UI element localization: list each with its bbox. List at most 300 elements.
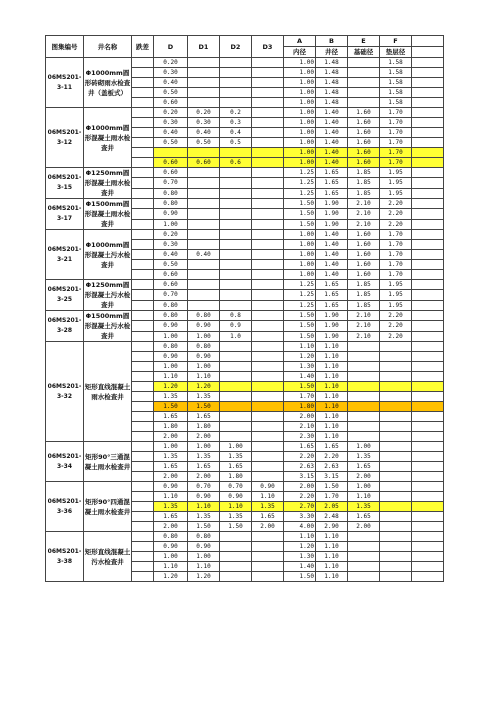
d3-cell <box>252 230 284 240</box>
well-diameter-cell: 1.10 <box>316 412 348 422</box>
blank-cell <box>412 240 444 250</box>
depth-cell <box>132 158 154 168</box>
d-cell: 0.90 <box>154 482 188 492</box>
depth-cell <box>132 452 154 462</box>
d2-cell: 1.10 <box>220 502 252 512</box>
d2-cell <box>220 432 252 442</box>
cushion-diameter-cell <box>380 452 412 462</box>
cushion-diameter-cell: 1.95 <box>380 290 412 300</box>
d1-cell: 0.40 <box>188 128 220 138</box>
cushion-diameter-cell: 1.58 <box>380 78 412 88</box>
cushion-diameter-cell <box>380 502 412 512</box>
base-diameter-cell <box>348 412 380 422</box>
d3-cell <box>252 422 284 432</box>
d3-cell <box>252 321 284 331</box>
d2-cell <box>220 230 252 240</box>
well-name: Φ1500mm圆形混凝土雨水检查井 <box>84 200 131 228</box>
inner-diameter-cell: 1.50 <box>284 219 316 229</box>
d-cell: 0.80 <box>154 532 188 542</box>
cushion-diameter-cell <box>380 512 412 522</box>
cushion-diameter-cell <box>380 532 412 542</box>
blank-cell <box>412 422 444 432</box>
drawing-code: 06MS201-3-34 <box>46 442 84 482</box>
cushion-diameter-cell <box>380 412 412 422</box>
well-diameter-cell: 1.10 <box>316 422 348 432</box>
inner-diameter-cell: 1.25 <box>284 168 316 178</box>
cushion-diameter-cell <box>380 382 412 392</box>
base-diameter-cell: 2.10 <box>348 311 380 321</box>
well-diameter-cell: 1.65 <box>316 290 348 300</box>
inner-diameter-cell: 1.00 <box>284 78 316 88</box>
d-cell: 1.80 <box>154 422 188 432</box>
d3-cell <box>252 98 284 108</box>
d3-cell <box>252 138 284 148</box>
blank-cell <box>412 342 444 352</box>
column-letter-blank <box>412 36 444 47</box>
well-diameter-cell: 1.48 <box>316 98 348 108</box>
d1-cell <box>188 219 220 229</box>
well-diameter-cell: 3.15 <box>316 472 348 482</box>
base-diameter-cell: 1.60 <box>348 270 380 280</box>
cushion-diameter-cell <box>380 482 412 492</box>
d-cell: 0.50 <box>154 88 188 98</box>
d2-cell <box>220 422 252 432</box>
blank-cell <box>412 482 444 492</box>
inner-diameter-cell: 1.00 <box>284 58 316 68</box>
d-cell: 0.60 <box>154 280 188 290</box>
blank-cell <box>412 402 444 412</box>
well-name: 矩形直线混凝土雨水检查井 <box>84 342 132 442</box>
blank-cell <box>412 392 444 402</box>
d3-cell <box>252 362 284 372</box>
inner-diameter-cell: 1.00 <box>284 98 316 108</box>
depth-cell <box>132 209 154 219</box>
d-cell: 1.35 <box>154 452 188 462</box>
base-diameter-cell: 1.85 <box>348 168 380 178</box>
depth-cell <box>132 311 154 321</box>
d3-cell <box>252 219 284 229</box>
base-diameter-cell: 1.60 <box>348 128 380 138</box>
blank-cell <box>412 300 444 310</box>
well-diameter-cell: 1.90 <box>316 199 348 209</box>
d-cell: 1.00 <box>154 442 188 452</box>
well-diameter-cell: 1.70 <box>316 492 348 502</box>
d2-cell <box>220 342 252 352</box>
inner-diameter-cell: 2.63 <box>284 462 316 472</box>
inner-diameter-cell: 1.80 <box>284 402 316 412</box>
d1-cell: 2.00 <box>188 432 220 442</box>
d2-cell <box>220 88 252 98</box>
base-diameter-cell <box>348 78 380 88</box>
d-cell: 0.60 <box>154 98 188 108</box>
depth-cell <box>132 392 154 402</box>
d3-cell <box>252 412 284 422</box>
inner-diameter-cell: 2.20 <box>284 492 316 502</box>
d3-cell <box>252 209 284 219</box>
cushion-diameter-cell <box>380 432 412 442</box>
d2-cell <box>220 240 252 250</box>
d-cell: 0.80 <box>154 300 188 310</box>
depth-cell <box>132 402 154 412</box>
base-diameter-cell <box>348 372 380 382</box>
well-name: 矩形90°四通混凝土雨水检查井 <box>84 482 132 532</box>
well-diameter-cell: 1.10 <box>316 532 348 542</box>
well-diameter-cell: 1.10 <box>316 392 348 402</box>
depth-cell <box>132 482 154 492</box>
blank-cell <box>412 78 444 88</box>
base-diameter-cell: 1.85 <box>348 300 380 310</box>
cushion-diameter-cell: 1.95 <box>380 300 412 310</box>
table-row <box>46 58 444 68</box>
blank-cell <box>412 118 444 128</box>
blank-cell <box>412 58 444 68</box>
d3-cell: 1.10 <box>252 492 284 502</box>
table-row <box>46 168 444 178</box>
inner-diameter-cell: 1.70 <box>284 392 316 402</box>
table-row <box>46 280 444 290</box>
d3-cell <box>252 432 284 442</box>
d1-cell: 1.00 <box>188 331 220 341</box>
d-cell: 1.10 <box>154 372 188 382</box>
inner-diameter-cell: 2.10 <box>284 422 316 432</box>
depth-cell <box>132 522 154 532</box>
well-diameter-cell: 1.50 <box>316 482 348 492</box>
inner-diameter-cell: 1.50 <box>284 331 316 341</box>
well-diameter-cell: 1.90 <box>316 219 348 229</box>
base-diameter-cell: 1.60 <box>348 250 380 260</box>
cushion-diameter-cell: 1.70 <box>380 158 412 168</box>
d2-cell <box>220 402 252 412</box>
base-diameter-cell <box>348 562 380 572</box>
d3-cell <box>252 68 284 78</box>
depth-cell <box>132 532 154 542</box>
base-diameter-cell: 1.85 <box>348 188 380 198</box>
cushion-diameter-cell <box>380 552 412 562</box>
d-cell: 0.30 <box>154 240 188 250</box>
blank-cell <box>412 562 444 572</box>
header-d3: D3 <box>252 36 284 58</box>
cushion-diameter-cell: 1.95 <box>380 188 412 198</box>
depth-cell <box>132 148 154 158</box>
d1-cell: 0.90 <box>188 542 220 552</box>
inner-diameter-cell: 1.00 <box>284 270 316 280</box>
d-cell: 2.00 <box>154 472 188 482</box>
d3-cell: 0.90 <box>252 482 284 492</box>
inner-diameter-cell: 1.25 <box>284 178 316 188</box>
inner-diameter-cell: 1.50 <box>284 321 316 331</box>
base-diameter-cell <box>348 552 380 562</box>
d1-cell: 0.30 <box>188 118 220 128</box>
d1-cell: 0.90 <box>188 352 220 362</box>
d-cell: 2.00 <box>154 432 188 442</box>
d-cell: 0.80 <box>154 199 188 209</box>
depth-cell <box>132 240 154 250</box>
drawing-code: 06MS201-3-15 <box>46 168 84 199</box>
cushion-diameter-cell: 1.95 <box>380 168 412 178</box>
well-diameter-cell: 1.10 <box>316 342 348 352</box>
well-diameter-cell: 1.10 <box>316 572 348 582</box>
blank-cell <box>412 148 444 158</box>
d2-cell <box>220 280 252 290</box>
depth-cell <box>132 290 154 300</box>
depth-cell <box>132 362 154 372</box>
d2-cell: 0.9 <box>220 321 252 331</box>
depth-cell <box>132 372 154 382</box>
depth-cell <box>132 462 154 472</box>
base-diameter-cell: 1.85 <box>348 290 380 300</box>
d-cell: 0.60 <box>154 168 188 178</box>
d3-cell <box>252 199 284 209</box>
depth-cell <box>132 199 154 209</box>
base-diameter-cell: 1.00 <box>348 482 380 492</box>
depth-cell <box>132 342 154 352</box>
d2-cell <box>220 78 252 88</box>
base-diameter-cell: 1.60 <box>348 158 380 168</box>
inner-diameter-cell: 2.00 <box>284 482 316 492</box>
d-cell: 0.20 <box>154 58 188 68</box>
d1-cell <box>188 199 220 209</box>
base-diameter-cell: 1.60 <box>348 240 380 250</box>
cushion-diameter-cell: 2.20 <box>380 331 412 341</box>
d3-cell <box>252 148 284 158</box>
well-diameter-cell: 2.63 <box>316 462 348 472</box>
well-diameter-cell: 1.90 <box>316 209 348 219</box>
cushion-diameter-cell: 1.70 <box>380 148 412 158</box>
manhole-table <box>45 35 444 582</box>
base-diameter-cell: 2.10 <box>348 321 380 331</box>
d1-cell: 1.65 <box>188 462 220 472</box>
well-name: Φ1500mm圆形混凝土污水检查井 <box>84 312 131 340</box>
base-diameter-cell: 1.35 <box>348 502 380 512</box>
d3-cell <box>252 462 284 472</box>
blank-cell <box>412 382 444 392</box>
header-base-diameter: 基础径 <box>348 47 380 58</box>
blank-cell <box>412 260 444 270</box>
inner-diameter-cell: 1.00 <box>284 240 316 250</box>
d1-cell: 1.80 <box>188 422 220 432</box>
d-cell: 0.80 <box>154 311 188 321</box>
d1-cell <box>188 270 220 280</box>
well-name: Φ1250mm圆形混凝土雨水检查井 <box>84 169 131 197</box>
d2-cell: 0.3 <box>220 118 252 128</box>
drawing-code: 06MS201-3-17 <box>46 199 84 230</box>
d3-cell <box>252 452 284 462</box>
d2-cell: 0.8 <box>220 311 252 321</box>
d1-cell: 0.90 <box>188 492 220 502</box>
d1-cell: 1.65 <box>188 412 220 422</box>
base-diameter-cell: 2.00 <box>348 522 380 532</box>
inner-diameter-cell: 1.00 <box>284 138 316 148</box>
d-cell: 1.65 <box>154 412 188 422</box>
well-diameter-cell: 1.48 <box>316 58 348 68</box>
cushion-diameter-cell <box>380 362 412 372</box>
d2-cell: 0.70 <box>220 482 252 492</box>
d2-cell: 0.2 <box>220 108 252 118</box>
d-cell: 1.10 <box>154 562 188 572</box>
base-diameter-cell: 1.60 <box>348 230 380 240</box>
d2-cell <box>220 412 252 422</box>
well-diameter-cell: 1.40 <box>316 240 348 250</box>
blank-cell <box>412 352 444 362</box>
blank-cell <box>412 270 444 280</box>
table-row <box>46 199 444 209</box>
base-diameter-cell <box>348 572 380 582</box>
inner-diameter-cell: 1.65 <box>284 442 316 452</box>
inner-diameter-cell: 1.10 <box>284 532 316 542</box>
inner-diameter-cell: 2.20 <box>284 452 316 462</box>
blank-cell <box>412 98 444 108</box>
d-cell: 0.70 <box>154 178 188 188</box>
d-cell: 2.00 <box>154 522 188 532</box>
cushion-diameter-cell <box>380 522 412 532</box>
d2-cell <box>220 168 252 178</box>
d2-cell <box>220 572 252 582</box>
blank-cell <box>412 219 444 229</box>
base-diameter-cell: 1.60 <box>348 118 380 128</box>
inner-diameter-cell: 1.00 <box>284 148 316 158</box>
table-row <box>46 532 444 542</box>
d-cell: 1.35 <box>154 392 188 402</box>
d1-cell: 1.35 <box>188 512 220 522</box>
blank-cell <box>412 188 444 198</box>
d-cell: 0.90 <box>154 321 188 331</box>
d1-cell: 0.80 <box>188 532 220 542</box>
d-cell: 1.50 <box>154 402 188 412</box>
inner-diameter-cell: 1.20 <box>284 352 316 362</box>
depth-cell <box>132 542 154 552</box>
d2-cell: 1.80 <box>220 472 252 482</box>
d1-cell <box>188 209 220 219</box>
well-name: Φ1000mm圆形混凝土污水检查井 <box>84 230 132 280</box>
d2-cell: 1.65 <box>220 462 252 472</box>
cushion-diameter-cell <box>380 542 412 552</box>
inner-diameter-cell: 1.00 <box>284 128 316 138</box>
d2-cell: 0.4 <box>220 128 252 138</box>
blank-cell <box>412 522 444 532</box>
header-blank <box>412 47 444 58</box>
d3-cell <box>252 331 284 341</box>
depth-cell <box>132 472 154 482</box>
cushion-diameter-cell: 1.70 <box>380 138 412 148</box>
d1-cell: 1.20 <box>188 572 220 582</box>
depth-cell <box>132 502 154 512</box>
well-diameter-cell: 2.20 <box>316 452 348 462</box>
depth-cell <box>132 118 154 128</box>
d3-cell: 1.35 <box>252 502 284 512</box>
d2-cell <box>220 219 252 229</box>
well-diameter-cell: 1.10 <box>316 362 348 372</box>
depth-cell <box>132 138 154 148</box>
well-diameter-cell: 1.10 <box>316 562 348 572</box>
cushion-diameter-cell: 1.58 <box>380 68 412 78</box>
well-name: 矩形直线混凝土污水检查井 <box>84 532 132 582</box>
base-diameter-cell: 1.85 <box>348 280 380 290</box>
d2-cell <box>220 372 252 382</box>
d2-cell <box>220 392 252 402</box>
blank-cell <box>412 542 444 552</box>
well-diameter-cell: 1.10 <box>316 372 348 382</box>
d3-cell <box>252 78 284 88</box>
d3-cell <box>252 382 284 392</box>
depth-cell <box>132 552 154 562</box>
d-cell: 0.30 <box>154 68 188 78</box>
cushion-diameter-cell <box>380 372 412 382</box>
table-row <box>46 108 444 118</box>
well-name: Φ1250mm圆形混凝土污水检查井 <box>84 281 131 309</box>
d2-cell <box>220 552 252 562</box>
base-diameter-cell: 2.10 <box>348 209 380 219</box>
well-diameter-cell: 1.90 <box>316 321 348 331</box>
inner-diameter-cell: 1.00 <box>284 68 316 78</box>
d-cell: 1.00 <box>154 219 188 229</box>
d3-cell: 2.00 <box>252 522 284 532</box>
well-diameter-cell: 1.10 <box>316 402 348 412</box>
d-cell: 0.40 <box>154 250 188 260</box>
d1-cell <box>188 188 220 198</box>
drawing-code: 06MS201-3-12 <box>46 108 84 168</box>
cushion-diameter-cell: 1.70 <box>380 270 412 280</box>
cushion-diameter-cell <box>380 342 412 352</box>
depth-cell <box>132 512 154 522</box>
d1-cell: 1.00 <box>188 442 220 452</box>
blank-cell <box>412 512 444 522</box>
table-row <box>46 482 444 492</box>
d1-cell: 2.00 <box>188 472 220 482</box>
inner-diameter-cell: 3.30 <box>284 512 316 522</box>
depth-cell <box>132 178 154 188</box>
well-diameter-cell: 1.10 <box>316 542 348 552</box>
inner-diameter-cell: 1.50 <box>284 209 316 219</box>
inner-diameter-cell: 1.00 <box>284 88 316 98</box>
blank-cell <box>412 178 444 188</box>
well-diameter-cell: 1.65 <box>316 442 348 452</box>
cushion-diameter-cell: 1.70 <box>380 108 412 118</box>
base-diameter-cell <box>348 402 380 412</box>
d3-cell <box>252 472 284 482</box>
d3-cell <box>252 250 284 260</box>
depth-cell <box>132 442 154 452</box>
well-diameter-cell: 1.90 <box>316 331 348 341</box>
d-cell: 0.50 <box>154 138 188 148</box>
cushion-diameter-cell <box>380 562 412 572</box>
cushion-diameter-cell: 2.20 <box>380 199 412 209</box>
blank-cell <box>412 492 444 502</box>
base-diameter-cell: 1.60 <box>348 108 380 118</box>
cushion-diameter-cell: 1.58 <box>380 98 412 108</box>
blank-cell <box>412 128 444 138</box>
depth-cell <box>132 88 154 98</box>
d2-cell: 0.6 <box>220 158 252 168</box>
well-name: 矩形90°三通混凝土雨水检查井 <box>84 442 132 482</box>
depth-cell <box>132 188 154 198</box>
d-cell: 0.40 <box>154 78 188 88</box>
d-cell: 0.60 <box>154 270 188 280</box>
cushion-diameter-cell: 1.70 <box>380 250 412 260</box>
d1-cell <box>188 168 220 178</box>
well-diameter-cell: 2.05 <box>316 502 348 512</box>
base-diameter-cell <box>348 362 380 372</box>
well-diameter-cell: 1.40 <box>316 260 348 270</box>
d2-cell <box>220 250 252 260</box>
base-diameter-cell: 1.60 <box>348 138 380 148</box>
inner-diameter-cell: 1.10 <box>284 342 316 352</box>
inner-diameter-cell: 1.25 <box>284 290 316 300</box>
d3-cell <box>252 532 284 542</box>
depth-cell <box>132 230 154 240</box>
depth-cell <box>132 128 154 138</box>
base-diameter-cell: 2.10 <box>348 199 380 209</box>
cushion-diameter-cell <box>380 422 412 432</box>
